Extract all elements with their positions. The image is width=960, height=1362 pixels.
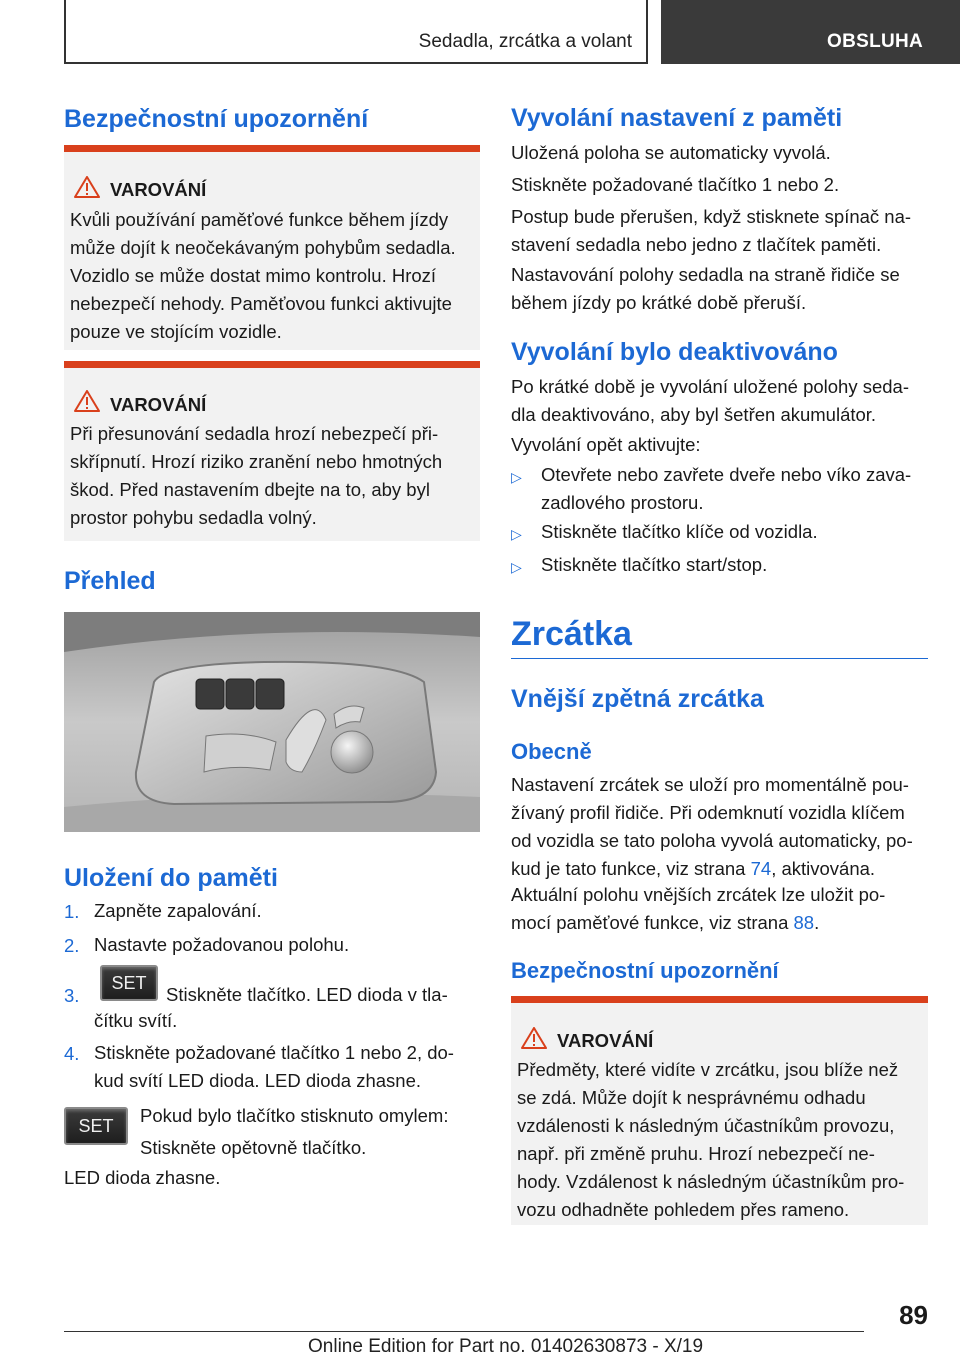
seat-controls-photo (64, 612, 480, 832)
bullet-text: Stiskněte tlačítko klíče od vozidla. (541, 521, 818, 542)
warning-triangle-icon (74, 390, 100, 412)
warning-text: Kvůli používání paměťové funkce během jízdy může dojít k neočekávaným pohybům sedadla. Vozidlo se může dostat mimo kontrolu. Hrozí nebezpečí nehody. Paměťovou funkci aktivujte pouze ve stojícím vozidle. (70, 209, 456, 342)
general-text-1: Nastavení zrcátek se uloží pro momentálně pou- žívaný profil řidiče. Při odemknutí vozidla klíčem od vozidla se tato poloha vyvolá automaticky, po- kud je tato funkce, viz strana 74, aktivována. (511, 774, 913, 879)
set-button-icon: SET (64, 1107, 128, 1145)
header-section-box (661, 0, 960, 64)
warning-triangle-icon (74, 176, 100, 198)
mistake-note: Pokud bylo tlačítko stisknuto omylem: Stiskněte opětovně tlačítko. (140, 1105, 449, 1158)
heading-general: Obecně (511, 739, 592, 764)
warning-box-2 (64, 361, 480, 541)
heading-mirrors: Zrcátka (511, 615, 632, 653)
bullet-text: Stiskněte tlačítko start/stop. (541, 554, 768, 575)
step-number: 3. (64, 985, 80, 1006)
led-off-note: LED dioda zhasne. (64, 1167, 221, 1188)
warning-box-3 (511, 996, 928, 1225)
heading-deactivated: Vyvolání bylo deaktivováno (511, 338, 838, 366)
general-text-2: Aktuální polohu vnějších zrcátek lze uložit po- mocí paměťové funkce, viz strana 88. (511, 884, 886, 933)
warning-triangle-icon (521, 1027, 547, 1049)
warning-text: Předměty, které vidíte v zrcátku, jsou blíže než se zdá. Může dojít k nesprávnému odhadu vzdálenosti k následným účastníkům provozu, např. při změně pruhu. Hrozí nebezpečí ne- hody. Vzdálenost k následným účastníkům pro- vozu odhadněte pohledem přes rameno. (517, 1059, 905, 1220)
bullet-text: Otevřete nebo zavřete dveře nebo víko zava- zadlového prostoru. (541, 464, 912, 513)
step-text: čítku svítí. (94, 1010, 178, 1031)
set-button-icon: SET (100, 965, 158, 1001)
bullet-list (511, 461, 928, 591)
deact-text-1: Po krátké době je vyvolání uložené polohy seda- dla deaktivováno, aby byl šetřen akumulátor. (511, 376, 910, 425)
recall-text-1: Uložená poloha se automaticky vyvolá. (511, 142, 831, 163)
recall-text-2: Stiskněte požadované tlačítko 1 nebo 2. (511, 174, 840, 195)
heading-safety: Bezpečnostní upozornění (64, 105, 369, 133)
recall-text-4: Nastavování polohy sedadla na straně řidiče se během jízdy po krátké době přeruší. (511, 264, 900, 313)
header-section: OBSLUHA (827, 31, 924, 52)
step-number: 4. (64, 1043, 80, 1064)
header-chapter: Sedadla, zrcátka a volant (418, 31, 632, 52)
heading-exterior-mirrors: Vnější zpětná zrcátka (511, 685, 764, 713)
footer-edition: Online Edition for Part no. 01402630873 - X/19 (308, 1336, 704, 1357)
heading-overview: Přehled (64, 567, 156, 595)
heading-safety-mirrors: Bezpečnostní upozornění (511, 958, 779, 983)
section-rule (511, 658, 928, 659)
step-text: Stiskněte požadované tlačítko 1 nebo 2, do- kud svítí LED dioda. LED dioda zhasne. (94, 1042, 454, 1091)
header-chapter-box (64, 0, 648, 64)
heading-save-memory: Uložení do paměti (64, 864, 278, 892)
step-text: Stiskněte tlačítko. LED dioda v tla- (166, 984, 448, 1005)
deact-text-2: Vyvolání opět aktivujte: (511, 434, 701, 455)
bullet-triangle-icon: ▷ (511, 526, 522, 542)
step-text: Nastavte požadovanou polohu. (94, 934, 350, 955)
heading-recall: Vyvolání nastavení z paměti (511, 104, 843, 132)
bullet-triangle-icon: ▷ (511, 559, 522, 575)
recall-text-3: Postup bude přerušen, když stisknete spínač na- stavení sedadla nebo jedno z tlačítek paměti. (511, 206, 912, 255)
step-text: Zapněte zapalování. (94, 900, 262, 921)
warning-title: VAROVÁNÍ (110, 179, 207, 200)
warning-title: VAROVÁNÍ (110, 394, 207, 415)
warning-box-1 (64, 145, 480, 350)
footer-rule (64, 1331, 864, 1332)
page-number: 89 (899, 1300, 928, 1330)
warning-text: Při přesunování sedadla hrozí nebezpečí při- skřípnutí. Hrozí riziko zranění nebo hmotných škod. Před nastavením dbejte na to, aby byl prostor pohybu sedadla volný. (70, 423, 443, 528)
bullet-triangle-icon: ▷ (511, 469, 522, 485)
warning-title: VAROVÁNÍ (557, 1030, 654, 1051)
step-number: 2. (64, 935, 80, 956)
step-number: 1. (64, 901, 80, 922)
page-link-88[interactable]: 88 (793, 912, 815, 933)
page-link-74[interactable]: 74 (750, 858, 772, 879)
